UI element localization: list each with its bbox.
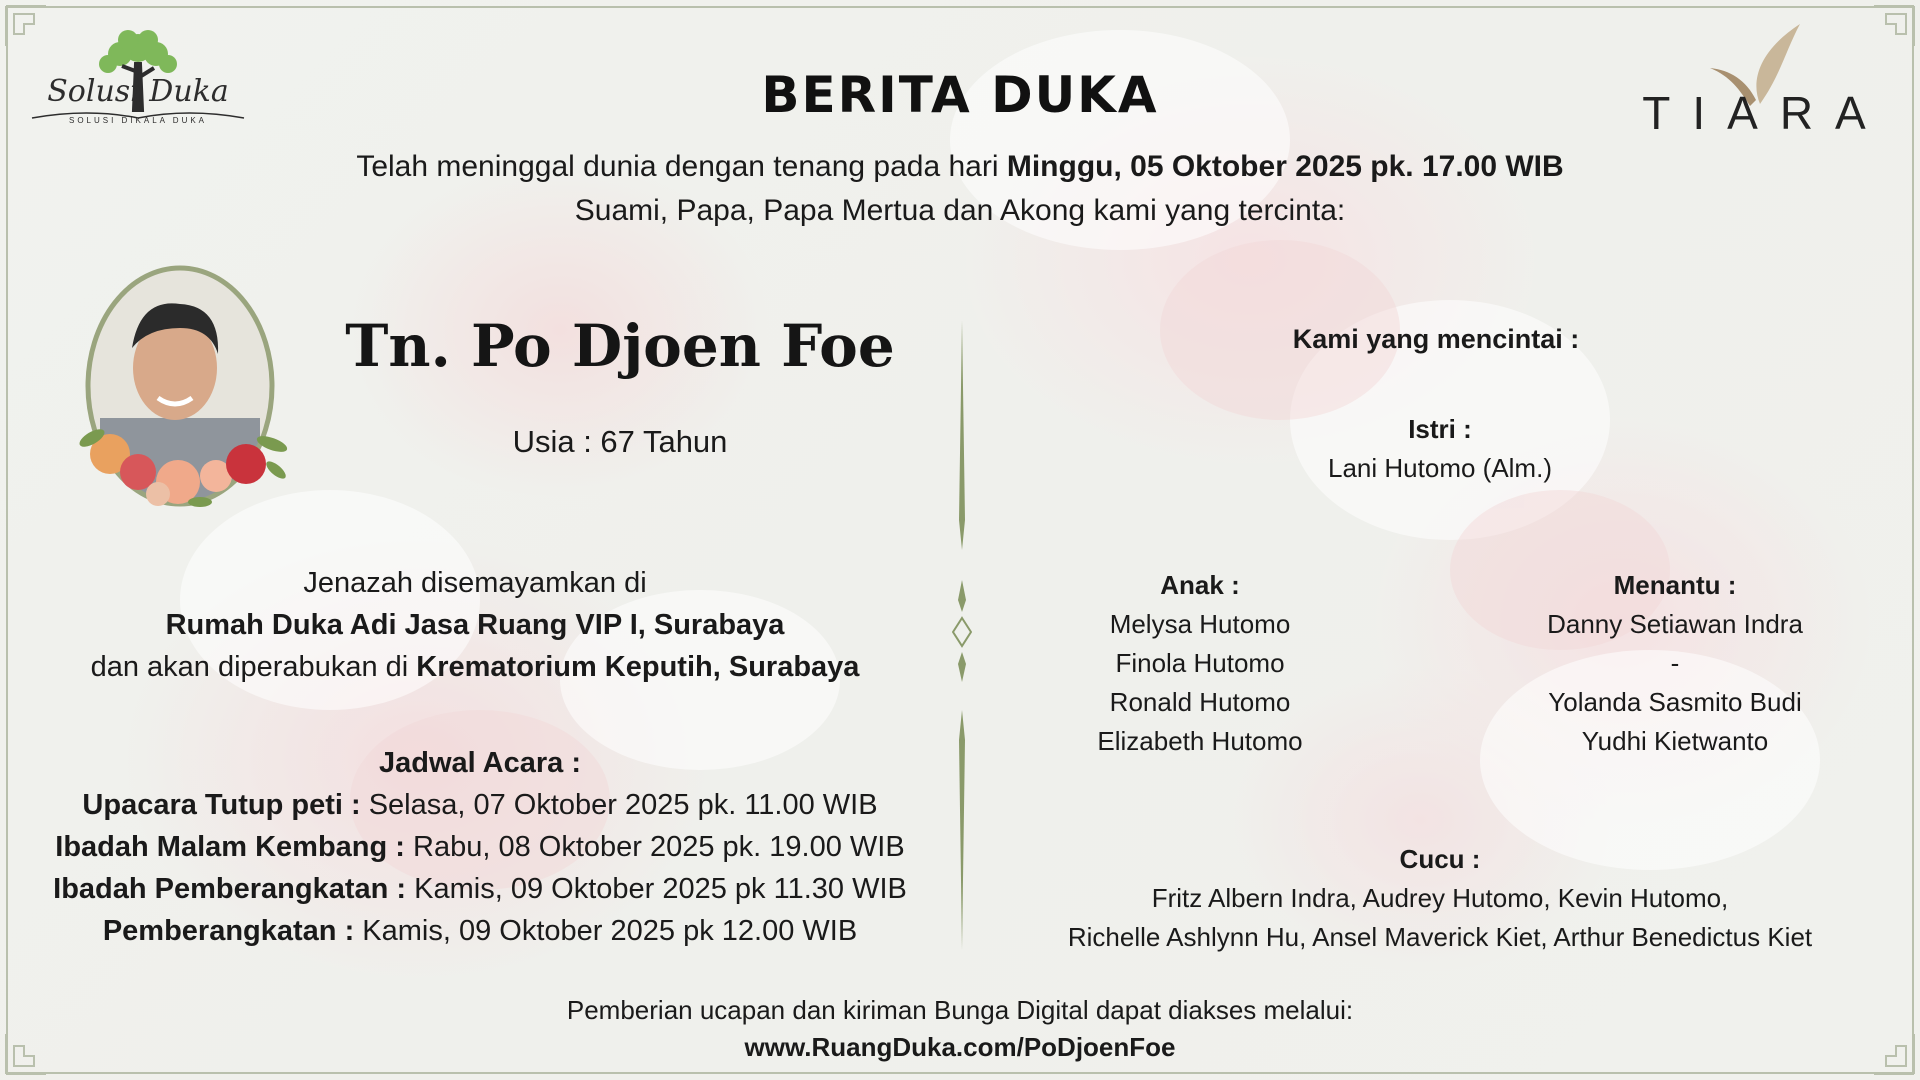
- deceased-name: Tn. Po Djoen Foe: [345, 312, 895, 380]
- in-laws-label: Menantu :: [1613, 570, 1737, 600]
- schedule-label: Ibadah Pemberangkatan :: [53, 873, 407, 905]
- schedule-item: [20, 910, 940, 952]
- schedule-label: Pemberangkatan :: [102, 915, 355, 947]
- portrait-frame: [40, 258, 320, 538]
- schedule-section: [20, 742, 940, 952]
- grandchildren-line-1: Fritz Albern Indra, Audrey Hutomo, Kevin Hutomo,: [1151, 883, 1729, 913]
- list-item: Danny Setiawan Indra: [1547, 609, 1803, 639]
- wife-label: Istri :: [1408, 414, 1472, 444]
- funeral-info: [20, 562, 930, 688]
- logo-text: TIARA: [1642, 87, 1888, 139]
- schedule-label: Upacara Tutup peti :: [82, 789, 361, 821]
- grandchildren-block: [1000, 840, 1880, 957]
- funeral-location: Rumah Duka Adi Jasa Ruang VIP I, Surabaya: [165, 609, 785, 641]
- schedule-value: Selasa, 07 Oktober 2025 pk. 11.00 WIB: [360, 789, 878, 821]
- wife-block: [1240, 410, 1640, 488]
- family-heading: Kami yang mencintai :: [1292, 324, 1580, 354]
- vertical-divider: [952, 320, 972, 950]
- list-item: Yolanda Sasmito Budi: [1548, 687, 1802, 717]
- intro-prefix: Telah meninggal dunia dengan tenang pada hari: [356, 150, 1007, 183]
- schedule-item: [20, 826, 940, 868]
- deceased-age: Usia : 67 Tahun: [512, 424, 728, 459]
- funeral-line-3-prefix: dan akan diperabukan di: [90, 651, 417, 683]
- intro-line-2: Suami, Papa, Papa Mertua dan Akong kami yang tercinta:: [574, 194, 1346, 227]
- intro-date: Minggu, 05 Oktober 2025 pk. 17.00 WIB: [1006, 150, 1564, 183]
- schedule-value: Kamis, 09 Oktober 2025 pk 11.30 WIB: [406, 873, 907, 905]
- footer-url[interactable]: www.RuangDuka.com/PoDjoenFoe: [744, 1032, 1176, 1062]
- list-item: Elizabeth Hutomo: [1097, 726, 1303, 756]
- list-item: Melysa Hutomo: [1109, 609, 1291, 639]
- intro-line-1: [0, 150, 1920, 184]
- schedule-item: [20, 784, 940, 826]
- list-item: Yudhi Kietwanto: [1581, 726, 1769, 756]
- logo-text: Solusi Duka: [47, 74, 229, 109]
- grandchildren-line-2: Richelle Ashlynn Hu, Ansel Maverick Kiet, Arthur Benedictus Kiet: [1067, 922, 1813, 952]
- schedule-label: Ibadah Malam Kembang :: [55, 831, 405, 863]
- in-laws-block: [1490, 566, 1860, 761]
- children-block: [1030, 566, 1370, 761]
- footer-line-1: Pemberian ucapan dan kiriman Bunga Digital dapat diakses melalui:: [566, 995, 1354, 1025]
- portrait-photo: [40, 258, 320, 538]
- schedule-value: Kamis, 09 Oktober 2025 pk 12.00 WIB: [354, 915, 858, 947]
- page-title: BERITA DUKA: [761, 66, 1159, 124]
- wife-name: Lani Hutomo (Alm.): [1328, 453, 1552, 483]
- children-label: Anak :: [1160, 570, 1240, 600]
- list-item: Finola Hutomo: [1115, 648, 1285, 678]
- schedule-item: [20, 868, 940, 910]
- list-item: Ronald Hutomo: [1109, 687, 1291, 717]
- funeral-line-3: [20, 646, 930, 688]
- funeral-line-1: Jenazah disemayamkan di: [303, 567, 647, 599]
- schedule-title: Jadwal Acara :: [378, 747, 582, 779]
- grandchildren-label: Cucu :: [1399, 844, 1481, 874]
- schedule-value: Rabu, 08 Oktober 2025 pk. 19.00 WIB: [404, 831, 905, 863]
- logo-tagline: SOLUSI DIKALA DUKA: [68, 116, 208, 125]
- crematorium: Krematorium Keputih, Surabaya: [416, 651, 860, 683]
- list-item: -: [1670, 648, 1680, 678]
